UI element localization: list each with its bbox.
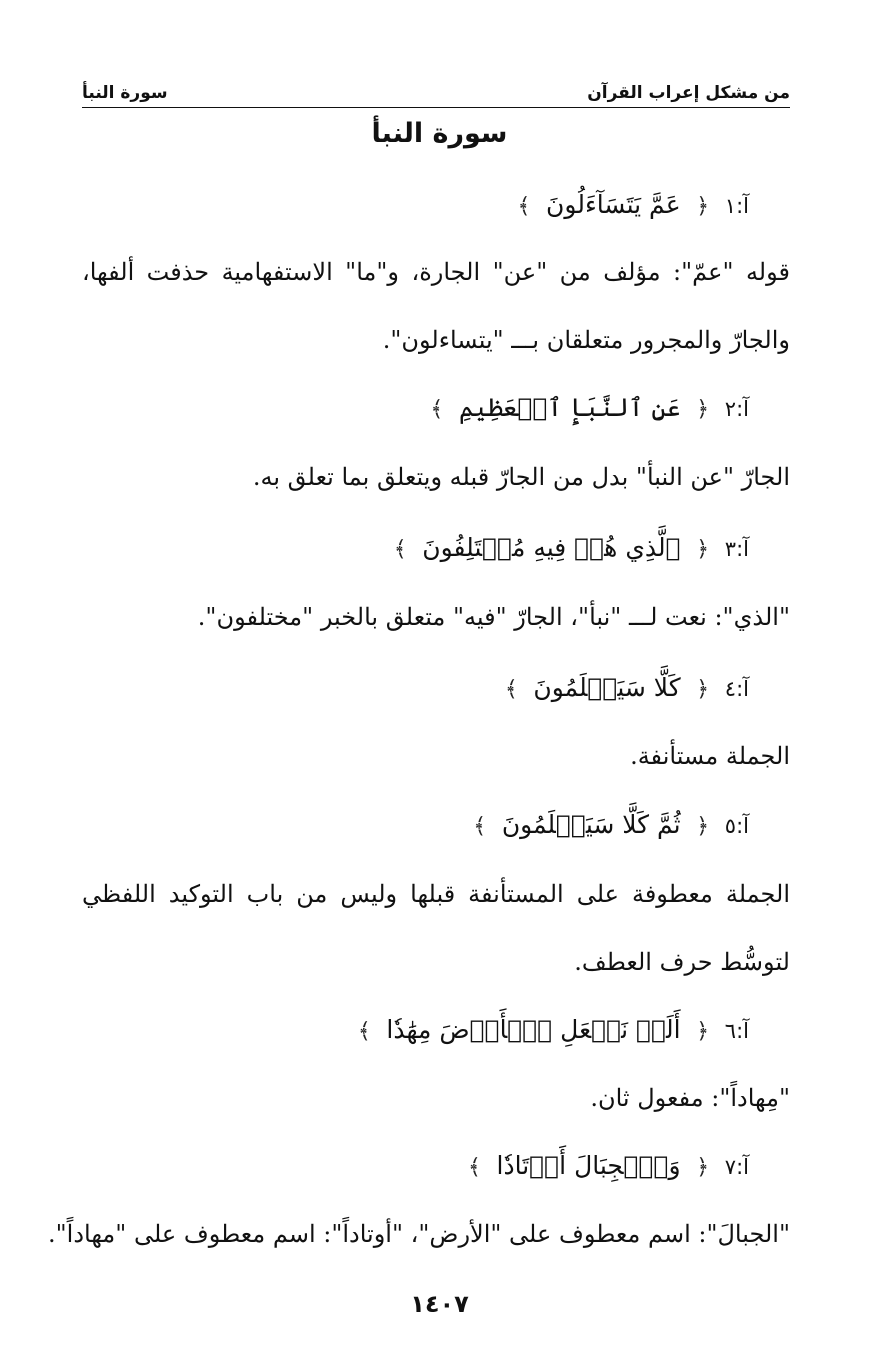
ornate-bracket-open: ﴿ <box>696 537 710 562</box>
header-book-title: من مشكل إعراب القرآن <box>587 83 790 103</box>
quran-text: عَنِ ٱلنَّبَإِ ٱلۡعَظِيمِ <box>458 393 681 422</box>
quran-text: عَمَّ يَتَسَآءَلُونَ <box>546 190 681 219</box>
verse-5 <box>465 810 749 840</box>
commentary-line: "مِهاداً": مفعول ثان. <box>590 1084 790 1112</box>
page-number: ١٤٠٧ <box>410 1290 469 1318</box>
commentary-line: والجارّ والمجرور متعلقان بـــ "يتساءلون". <box>382 326 790 354</box>
quran-text: ٱلَّذِي هُمۡ فِيهِ مُخۡتَلِفُونَ <box>422 533 681 562</box>
commentary-line: قوله "عمّ": مؤلف من "عن" الجارة، و"ما" الاستفهامية حذفت ألفها، <box>82 258 790 286</box>
verse-3 <box>386 533 749 563</box>
ornate-bracket-close: ﴾ <box>357 1019 371 1044</box>
commentary-line: لتوسُّط حرف العطف. <box>574 948 790 976</box>
verse-label: آ:٦ <box>724 1019 749 1043</box>
ornate-bracket-close: ﴾ <box>504 677 518 702</box>
surah-title: سورة النبأ <box>371 118 508 149</box>
verse-4 <box>497 673 749 703</box>
verse-1 <box>510 190 749 220</box>
verse-label: آ:٢ <box>724 397 749 421</box>
commentary-line: الجملة مستأنفة. <box>630 742 790 770</box>
verse-label: آ:٤ <box>724 677 749 701</box>
verse-7 <box>460 1151 749 1181</box>
verse-label: آ:٥ <box>724 814 749 838</box>
verse-label: آ:٧ <box>724 1155 749 1179</box>
quran-text: أَلَمۡ نَجۡعَلِ ٱلۡأَرۡضَ مِهَٰدٗا <box>386 1015 681 1044</box>
ornate-bracket-close: ﴾ <box>393 537 407 562</box>
commentary-line: "الجبالَ": اسم معطوف على "الأرض"، "أوتاداً": اسم معطوف على "مهاداً". <box>48 1220 790 1248</box>
verse-6 <box>350 1015 749 1045</box>
verse-label: آ:١ <box>724 194 749 218</box>
verse-label: آ:٣ <box>724 537 749 561</box>
quran-text: ثُمَّ كَلَّا سَيَعۡلَمُونَ <box>501 810 681 839</box>
ornate-bracket-open: ﴿ <box>696 677 710 702</box>
ornate-bracket-open: ﴿ <box>696 814 710 839</box>
header-surah-name: سورة النبأ <box>82 83 168 103</box>
ornate-bracket-open: ﴿ <box>696 194 710 219</box>
ornate-bracket-close: ﴾ <box>467 1155 481 1180</box>
ornate-bracket-close: ﴾ <box>430 397 444 422</box>
quran-text: كَلَّا سَيَعۡلَمُونَ <box>533 673 681 702</box>
running-header <box>82 74 790 108</box>
commentary-line: "الذي": نعت لـــ "نبأ"، الجارّ "فيه" متعلق بالخبر "مختلفون". <box>197 603 790 631</box>
ornate-bracket-open: ﴿ <box>696 397 710 422</box>
commentary-line: الجملة معطوفة على المستأنفة قبلها وليس من باب التوكيد اللفظي <box>82 880 790 908</box>
ornate-bracket-close: ﴾ <box>473 814 487 839</box>
commentary-line: الجارّ "عن النبأ" بدل من الجارّ قبله ويتعلق بما تعلق به. <box>252 463 790 491</box>
ornate-bracket-close: ﴾ <box>517 194 531 219</box>
verse-2 <box>422 393 749 423</box>
ornate-bracket-open: ﴿ <box>696 1155 710 1180</box>
ornate-bracket-open: ﴿ <box>696 1019 710 1044</box>
quran-text: وَٱلۡجِبَالَ أَوۡتَادٗا <box>496 1151 681 1180</box>
